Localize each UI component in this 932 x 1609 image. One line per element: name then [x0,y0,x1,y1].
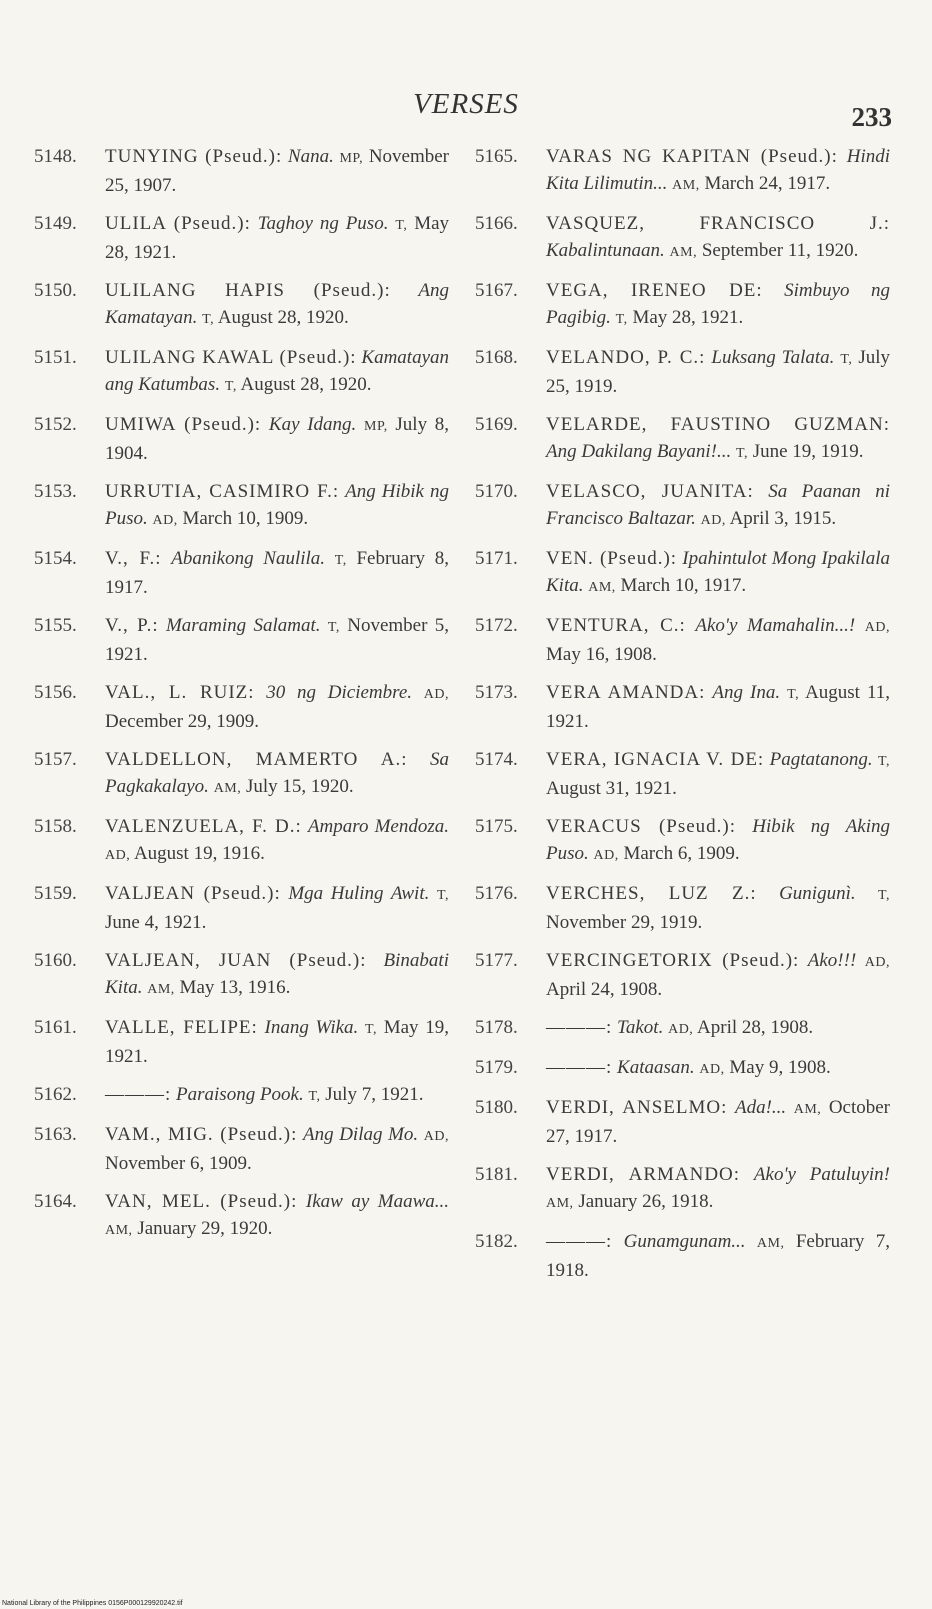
bibliography-entry [475,143,890,199]
entry-title: Takot. [617,1017,664,1038]
entry-number: 5176. [475,883,518,904]
bibliography-entry [475,1161,890,1217]
entry-title: Ikaw ay Maawa... [305,1191,449,1212]
entry-author: VALLE, FELIPE: [105,1017,258,1038]
entry-author: VERCINGETORIX (Pseud.): [546,950,800,971]
entry-author: VERA, IGNACIA V. DE: [546,749,765,770]
entry-number: 5171. [475,548,518,569]
entry-author: UMIWA (Pseud.): [105,414,262,435]
entry-title: Ang Kamatayan. [105,280,450,328]
bibliography-entry [34,478,449,534]
entry-number: 5154. [34,548,77,569]
bibliography-entry [475,612,890,668]
entry-title: Ang Dakilang Bayani!... [546,441,732,462]
entry-date: March 6, 1909. [623,843,740,864]
entry-author: VERCHES, LUZ Z.: [546,883,757,904]
entry-author: VASQUEZ, FRANCISCO J.: [546,213,890,234]
entry-title: Abanikong Naulila. [171,548,326,569]
entry-publication: T, [334,553,347,568]
bibliography-entry [34,746,449,802]
entry-publication: AM, [669,245,698,260]
entry-author: ———: [546,1017,613,1038]
entry-publication: T, [787,687,800,702]
entry-title: Binabati Kita. [105,950,449,998]
entry-author: VERDI, ANSELMO: [546,1097,728,1118]
bibliography-entry [475,1014,890,1043]
entry-date: August 31, 1921. [546,778,677,799]
entry-publication: AM, [546,1196,574,1211]
bibliography-entry [475,813,890,869]
entry-number: 5157. [34,749,77,770]
entry-author: VAN, MEL. (Pseud.): [105,1191,298,1212]
entry-number: 5152. [34,414,77,435]
entry-publication: AM, [793,1102,822,1117]
entry-date: November 5, 1921. [105,615,450,665]
entry-publication: AM, [147,982,175,997]
entry-number: 5156. [34,682,77,703]
entry-number: 5153. [34,481,77,502]
entry-author: ULILANG KAWAL (Pseud.): [105,347,357,368]
entry-author: VERDI, ARMANDO: [546,1164,741,1185]
entry-title: Sa Paanan ni Francisco Baltazar. [546,481,891,529]
entry-publication: AM, [213,781,242,796]
entry-number: 5179. [475,1057,518,1078]
entry-number: 5155. [34,615,77,636]
bibliography-entry [475,1094,890,1150]
bibliography-entry [34,679,449,735]
entry-date: February 8, 1917. [105,548,449,598]
entry-author: VENTURA, C.: [546,615,686,636]
entry-title: Gunigunì. [779,883,856,904]
entry-title: Kataasan. [617,1057,695,1078]
entry-title: 30 ng Diciembre. [266,682,413,703]
entry-date: May 16, 1908. [546,644,657,665]
bibliography-entry [34,277,449,333]
entry-publication: AM, [105,1223,133,1238]
entry-date: July 15, 1920. [246,776,354,797]
entry-publication: AD, [864,955,890,970]
entry-date: April 24, 1908. [546,979,663,1000]
right-column [475,143,890,1295]
entry-title: Ang Dilag Mo. [302,1124,419,1145]
entry-publication: T, [202,312,215,327]
entry-author: VEN. (Pseud.): [546,548,678,569]
entry-publication: AD, [423,1129,449,1144]
entry-date: November 29, 1919. [546,912,703,933]
entry-author: VALJEAN (Pseud.): [105,883,281,904]
entry-date: December 29, 1909. [105,711,260,732]
entry-publication: AD, [105,848,131,863]
bibliography-entry [475,947,890,1003]
bibliography-entry [475,746,890,802]
entry-title: Amparo Mendoza. [307,816,450,837]
bibliography-entry [34,1081,449,1110]
entry-title: Taghoy ng Puso. [257,213,389,234]
bibliography-entry [34,545,449,601]
entry-author: VALDELLON, MAMERTO A.: [105,749,408,770]
entry-author: VALENZUELA, F. D.: [105,816,302,837]
entry-publication: AM, [588,580,616,595]
entry-publication: AD, [593,848,619,863]
entry-date: May 13, 1916. [179,977,291,998]
entry-publication: T, [224,379,237,394]
entry-number: 5172. [475,615,518,636]
bibliography-entry [34,1121,449,1177]
entry-publication: T, [365,1022,378,1037]
left-column [34,143,449,1255]
entry-title: Kay Idang. [268,414,357,435]
bibliography-entry [475,478,890,534]
entry-date: February 7, 1918. [546,1231,891,1281]
entry-publication: T, [308,1089,321,1104]
bibliography-entry [34,813,449,869]
bibliography-entry [475,1054,890,1083]
bibliography-entry [475,344,890,400]
bibliography-entry [34,612,449,668]
entry-author: ULILANG HAPIS (Pseud.): [105,280,391,301]
entry-number: 5148. [34,146,77,167]
entry-author: VALJEAN, JUAN (Pseud.): [105,950,367,971]
entry-date: May 19, 1921. [105,1017,450,1067]
entry-number: 5161. [34,1017,77,1038]
entry-date: July 8, 1904. [105,414,450,464]
entry-date: August 28, 1920. [240,374,372,395]
entry-date: August 28, 1920. [217,307,349,328]
entry-publication: T, [878,754,891,769]
entry-number: 5177. [475,950,518,971]
entry-publication: AD, [668,1022,694,1037]
entry-title: Hibik ng Aking Puso. [546,816,891,864]
entry-author: VEGA, IRENEO DE: [546,280,763,301]
entry-author: VELARDE, FAUSTINO GUZMAN: [546,414,890,435]
entry-title: Ako!!! [807,950,857,971]
entry-number: 5174. [475,749,518,770]
entry-author: VAM., MIG. (Pseud.): [105,1124,298,1145]
entry-date: May 28, 1921. [632,307,744,328]
running-title: VERSES [413,88,519,120]
bibliography-entry [34,880,449,936]
entry-author: ULILA (Pseud.): [105,213,251,234]
entry-publication: AD, [699,1062,725,1077]
entry-title: Ada!... [734,1097,787,1118]
bibliography-entry [475,277,890,333]
entry-date: March 24, 1917. [704,173,831,194]
entry-date: August 11, 1921. [546,682,890,732]
page-number: 233 [851,102,892,132]
bibliography-entry [475,1228,890,1284]
entry-number: 5151. [34,347,77,368]
bibliography-entry [475,210,890,266]
entry-publication: MP, [364,419,388,434]
entry-title: Kabalintunaan. [546,240,665,261]
entry-title: Ang Hibik ng Puso. [105,481,449,529]
entry-author: ———: [546,1231,613,1252]
entry-publication: AM, [756,1236,785,1251]
entry-title: Inang Wika. [264,1017,359,1038]
entry-publication: T, [877,888,890,903]
entry-author: VERACUS (Pseud.): [546,816,737,837]
entry-number: 5160. [34,950,77,971]
entry-number: 5150. [34,280,77,301]
entry-author: VELASCO, JUANITA: [546,481,754,502]
entry-title: Pagtatanong. [769,749,873,770]
entry-title: Paraisong Pook. [176,1084,304,1105]
entry-date: May 28, 1921. [105,213,450,263]
bibliography-entry [34,411,449,467]
entry-number: 5169. [475,414,518,435]
entry-publication: T, [395,218,408,233]
entry-number: 5149. [34,213,77,234]
entry-date: June 4, 1921. [105,912,207,933]
entry-publication: T, [327,620,340,635]
entry-date: January 26, 1918. [578,1191,714,1212]
entry-title: Luksang Talata. [711,347,835,368]
entry-publication: AD, [423,687,450,702]
entry-number: 5165. [475,146,518,167]
entry-number: 5181. [475,1164,518,1185]
entry-title: Nana. [287,146,334,167]
bibliography-entry [475,411,890,467]
entry-number: 5164. [34,1191,77,1212]
bibliography-entry [34,210,449,266]
entry-number: 5168. [475,347,518,368]
entry-date: April 3, 1915. [729,508,837,529]
entry-date: November 25, 1907. [105,146,450,196]
scan-footer: National Library of the Philippines 0156P000129920242.tif [2,1600,183,1607]
bibliography-entry [34,143,449,199]
bibliography-entry [34,947,449,1003]
entry-number: 5175. [475,816,518,837]
entry-date: July 7, 1921. [325,1084,424,1105]
entry-publication: T, [615,312,628,327]
entry-publication: T, [735,446,748,461]
entry-title: Ako'y Mamahalin...! [695,615,856,636]
entry-date: April 28, 1908. [697,1017,814,1038]
entry-title: Mga Huling Awit. [288,883,430,904]
entry-author: TUNYING (Pseud.): [105,146,283,167]
entry-author: V., P.: [105,615,159,636]
entry-date: July 25, 1919. [546,347,891,397]
entry-date: March 10, 1917. [620,575,747,596]
entry-date: January 29, 1920. [137,1218,273,1239]
entry-publication: AD, [864,620,890,635]
entry-title: Hindi Kita Lilimutin... [546,146,890,194]
entry-date: May 9, 1908. [729,1057,831,1078]
entry-number: 5170. [475,481,518,502]
bibliography-entry [34,344,449,400]
entry-title: Kamatayan ang Katumbas. [105,347,450,395]
entry-date: October 27, 1917. [546,1097,891,1147]
entry-publication: AD, [700,513,726,528]
entry-number: 5159. [34,883,77,904]
entry-publication: MP, [339,151,364,166]
entry-number: 5180. [475,1097,518,1118]
entry-date: September 11, 1920. [701,240,859,261]
entry-title: Maraming Salamat. [165,615,321,636]
entry-title: Sa Pagkakalayo. [105,749,450,797]
entry-date: August 19, 1916. [133,843,265,864]
bibliography-entry [475,880,890,936]
entry-number: 5158. [34,816,77,837]
entry-number: 5178. [475,1017,518,1038]
entry-author: ———: [105,1084,172,1105]
entry-number: 5162. [34,1084,77,1105]
entry-number: 5173. [475,682,518,703]
entry-author: V., F.: [105,548,162,569]
entry-date: March 10, 1909. [182,508,309,529]
entry-title: Ang Ina. [712,682,781,703]
entry-author: ———: [546,1057,613,1078]
entry-date: June 19, 1919. [752,441,864,462]
entry-number: 5166. [475,213,518,234]
entry-author: VARAS NG KAPITAN (Pseud.): [546,146,838,167]
bibliography-entry [34,1188,449,1244]
entry-author: VELANDO, P. C.: [546,347,706,368]
entry-publication: T, [840,352,853,367]
entry-author: VAL., L. RUIZ: [105,682,255,703]
bibliography-entry [475,545,890,601]
entry-number: 5182. [475,1231,518,1252]
bibliography-entry [34,1014,449,1070]
entry-title: Ako'y Patuluyin! [753,1164,891,1185]
bibliography-entry [475,679,890,735]
entry-author: VERA AMANDA: [546,682,706,703]
entry-publication: T, [436,888,449,903]
entry-author: URRUTIA, CASIMIRO F.: [105,481,340,502]
entry-number: 5167. [475,280,518,301]
entry-number: 5163. [34,1124,77,1145]
entry-title: Simbuyo ng Pagibig. [546,280,891,328]
entry-publication: AM, [672,178,700,193]
entry-title: Ipahintulot Mong Ipakilala Kita. [546,548,890,596]
entry-publication: AD, [152,513,178,528]
entry-date: November 6, 1909. [105,1153,252,1174]
entry-title: Gunamgunam... [623,1231,746,1252]
page-header [0,88,932,138]
